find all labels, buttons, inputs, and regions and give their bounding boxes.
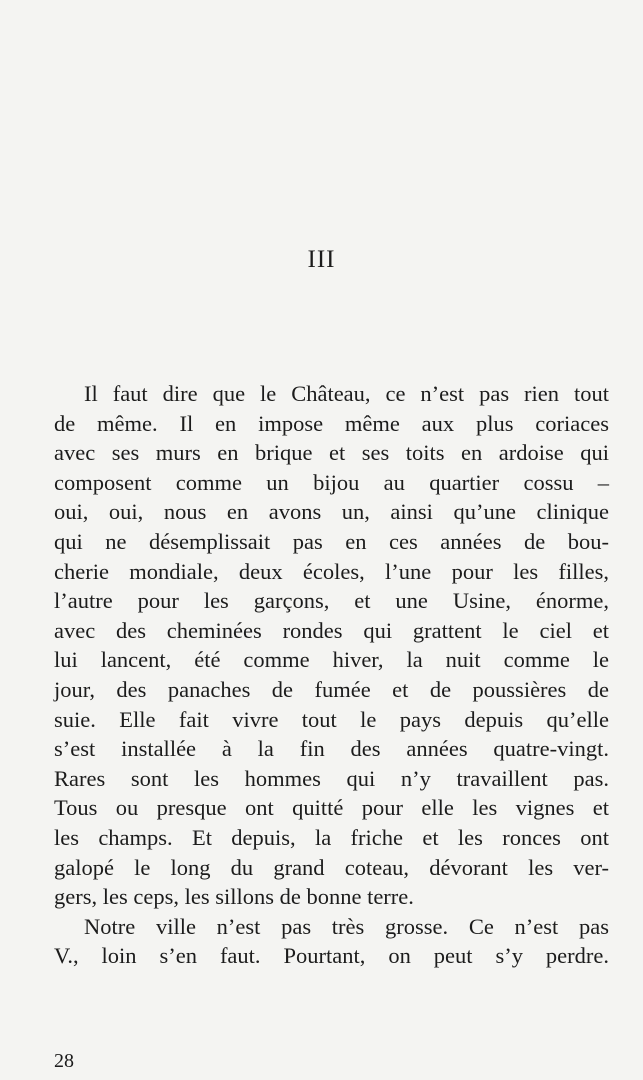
text-line: qui ne désemplissait pas en ces années de bou- <box>54 528 609 554</box>
chapter-heading: III <box>307 246 336 273</box>
text-line: suie. Elle fait vivre tout le pays depuis qu’elle <box>54 706 609 732</box>
text-line: Notre ville n’est pas très grosse. Ce n’est pas <box>84 913 609 939</box>
text-line: l’autre pour les garçons, et une Usine, énorme, <box>54 588 609 614</box>
text-line: s’est installée à la fin des années quatre-vingt. <box>54 736 609 762</box>
text-line: jour, des panaches de fumée et de poussières de <box>54 676 609 702</box>
text-line: cherie mondiale, deux écoles, l’une pour les filles, <box>54 558 609 584</box>
text-line: gers, les ceps, les sillons de bonne terre. <box>54 884 414 910</box>
text-line: oui, oui, nous en avons un, ainsi qu’une clinique <box>54 499 609 525</box>
text-line: Il faut dire que le Château, ce n’est pas rien tout <box>84 381 609 406</box>
text-line: galopé le long du grand coteau, dévorant les ver- <box>54 854 609 880</box>
body-text <box>54 379 609 971</box>
page-number: 28 <box>54 1050 74 1072</box>
text-line: Rares sont les hommes qui n’y travaillent pas. <box>54 765 609 791</box>
text-line: les champs. Et depuis, la friche et les ronces ont <box>54 824 609 850</box>
text-line: composent comme un bijou au quartier cossu – <box>54 469 609 495</box>
text-line: avec des cheminées rondes qui grattent le ciel et <box>54 617 609 643</box>
text-line: Tous ou presque ont quitté pour elle les vignes et <box>54 795 609 821</box>
text-line: de même. Il en impose même aux plus coriaces <box>54 410 609 436</box>
text-line: lui lancent, été comme hiver, la nuit comme le <box>54 647 609 673</box>
text-line: avec ses murs en brique et ses toits en ardoise qui <box>54 440 609 466</box>
text-line: V., loin s’en faut. Pourtant, on peut s’y perdre. <box>54 943 609 969</box>
